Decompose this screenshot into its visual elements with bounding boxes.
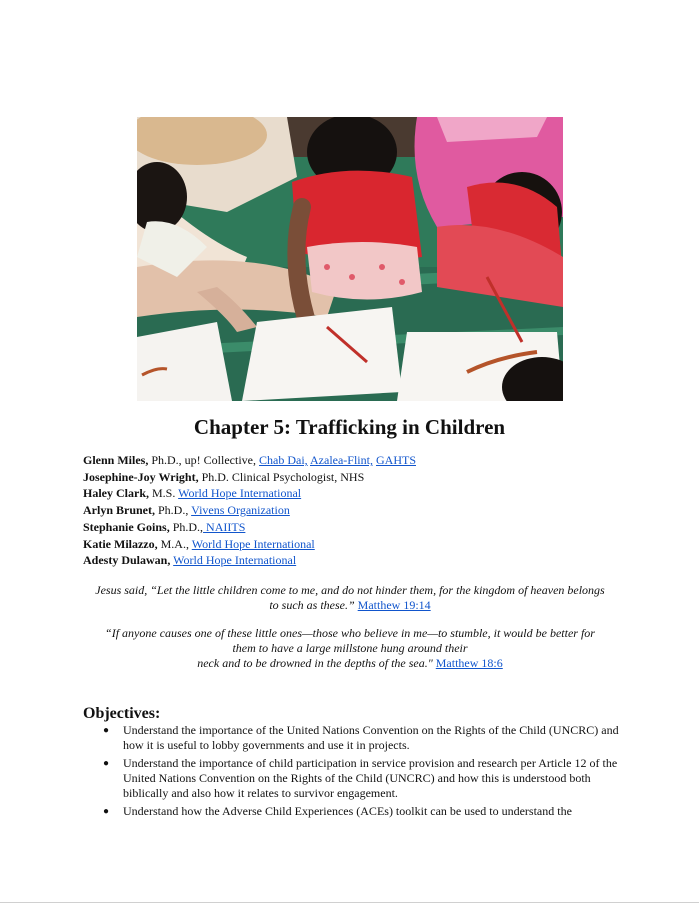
author-credentials: M.S. — [149, 486, 179, 501]
bullet-icon: ● — [103, 806, 110, 817]
quote-line — [80, 598, 620, 613]
bullet-icon: ● — [103, 758, 110, 769]
scripture-ref-link[interactable]: Matthew 19:14 — [357, 598, 431, 612]
page-bottom-rule — [0, 902, 699, 903]
author-name: Glenn Miles, — [83, 453, 149, 467]
affiliation-link-naiits[interactable]: NAIITS — [203, 519, 246, 534]
author-name: Stephanie Goins, — [83, 519, 170, 534]
chapter-photo — [137, 117, 563, 401]
author-list — [83, 452, 643, 569]
author-credentials: Ph.D. Clinical Psychologist, NHS — [198, 469, 365, 484]
author-line — [83, 485, 643, 502]
scripture-ref-link[interactable]: Matthew 18:6 — [435, 656, 503, 670]
objectives-list — [83, 723, 623, 822]
author-credentials: M.A., — [157, 536, 192, 551]
author-line — [83, 502, 643, 519]
chapter-title: Chapter 5: Trafficking in Children — [193, 415, 506, 439]
quote-line: them to have a large millstone hung around their — [232, 641, 468, 655]
author-line — [83, 536, 643, 553]
author-line — [83, 519, 643, 536]
author-credentials: Ph.D., up! Collective, — [148, 453, 259, 467]
quote-line — [80, 656, 620, 671]
children-drawing-illustration — [137, 117, 563, 401]
author-name: Adesty Dulawan, — [83, 553, 171, 568]
list-item — [83, 723, 623, 753]
author-credentials: Ph.D., — [169, 519, 204, 534]
list-item — [83, 756, 623, 801]
affiliation-link-world-hope[interactable]: World Hope International — [178, 486, 302, 501]
affiliation-link-vivens[interactable]: Vivens Organization — [191, 503, 290, 518]
author-name: Josephine-Joy Wright, — [83, 469, 199, 484]
epigraph-quote-1 — [80, 583, 620, 613]
affiliation-link-world-hope[interactable]: World Hope International — [191, 536, 315, 551]
list-item — [83, 804, 623, 819]
quote-line: Jesus said, “Let the little children come to me, and do not hinder them, for the kingdom of heaven belongs — [95, 583, 605, 597]
author-line — [83, 469, 643, 486]
author-line — [83, 552, 643, 569]
objective-text: Understand how the Adverse Child Experiences (ACEs) toolkit can be used to understand the — [123, 804, 572, 818]
objectives-heading: Objectives: — [83, 705, 161, 722]
quote-line: “If anyone causes one of these little ones—those who believe in me—to stumble, it would be better for — [105, 626, 595, 640]
author-name: Katie Milazzo, — [83, 536, 158, 551]
affiliation-link-azalea-flint[interactable]: Azalea-Flint, — [310, 453, 373, 467]
affiliation-link-gahts[interactable]: GAHTS — [375, 453, 416, 467]
author-credentials: Ph.D., — [155, 503, 192, 518]
epigraph-quote-2 — [80, 626, 620, 671]
objective-text: Understand the importance of the United Nations Convention on the Rights of the Child (UNCRC) and how it is useful to lobby governments and use it in projects. — [123, 723, 619, 752]
quote-line-end: neck and to be drowned in the depths of the sea." — [197, 656, 436, 670]
objective-text: Understand the importance of child participation in service provision and research per Article 12 of the United Nations Convention on the Rights of the Child (UNCRC) and how this is understood both biblically and also how it relates to survivor engagement. — [123, 756, 618, 800]
affiliation-link-world-hope[interactable]: World Hope International — [173, 553, 297, 568]
author-name: Arlyn Brunet, — [83, 503, 155, 518]
author-name: Haley Clark, — [83, 486, 149, 501]
author-line — [83, 452, 643, 469]
bullet-icon: ● — [103, 725, 110, 736]
quote-line-end: to such as these.” — [269, 598, 358, 612]
affiliation-link-chab-dai[interactable]: Chab Dai, — [259, 453, 308, 467]
